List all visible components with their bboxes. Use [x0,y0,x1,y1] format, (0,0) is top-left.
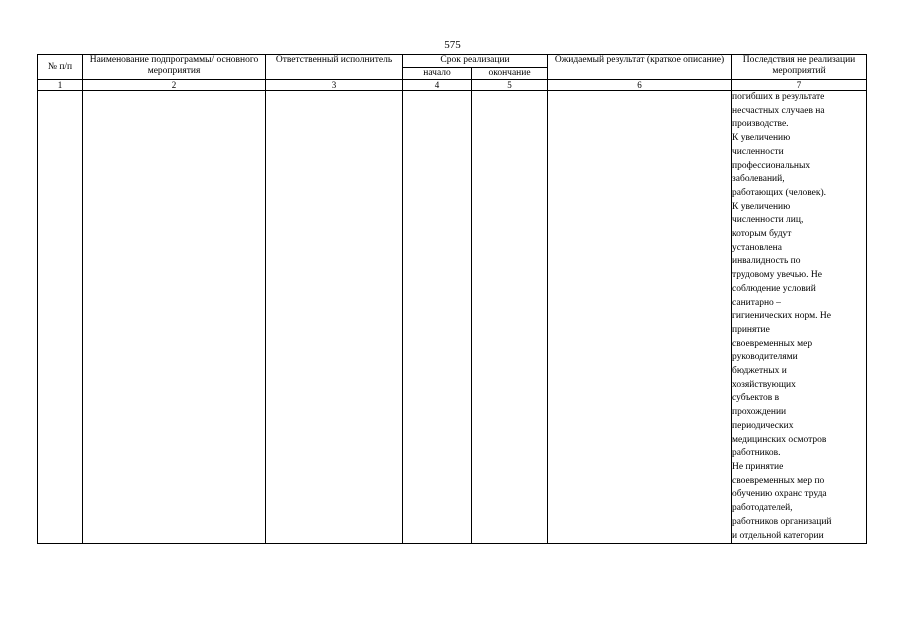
consequence-line: которым будут [732,229,792,240]
cell-term-start [403,91,472,544]
column-number: 1 [38,80,83,91]
consequence-line: работающих (человек). [732,187,826,198]
consequence-line: численности лиц, [732,215,804,226]
consequence-line: заболеваний, [732,174,785,185]
consequence-line: К увеличению [732,133,791,144]
cell-name [83,91,266,544]
consequence-line: гигиенических норм. Не [732,311,831,322]
consequence-line: производстве. [732,119,789,130]
cell-num [38,91,83,544]
consequence-line: периодических [732,420,794,431]
consequence-line: работников. [732,448,781,459]
page-number: 575 [444,39,461,51]
table-row [38,91,867,544]
program-table [37,54,867,544]
consequence-line: погибших в результате [732,92,825,102]
consequence-line: санитарно – [732,297,781,308]
header-term-start: начало [403,68,472,80]
consequence-line: инвалидность по [732,256,801,267]
consequence-line: руководителями [732,352,798,363]
consequence-line: работников организаций [732,516,832,527]
consequence-line: и отдельной категории [732,530,824,541]
consequence-line: соблюдение условий [732,283,816,294]
consequence-line: Не принятие [732,461,784,472]
consequence-line: обучению охранс труда [732,489,827,500]
consequence-line: профессиональных [732,160,811,171]
column-number: 4 [403,80,472,91]
consequence-line: своевременных мер по [732,475,825,486]
column-number: 3 [266,80,403,91]
header-term: Срок реализации [403,55,548,68]
header-name: Наименование подпрограммы/ основного мероприятия [83,55,266,80]
consequence-line: субъектов в [732,393,780,404]
header-consequences: Последствия не реализации мероприятий [732,55,867,80]
cell-consequences [732,91,867,544]
header-num: № п/п [38,55,83,80]
consequence-line: несчастных случаев на [732,105,825,116]
consequence-line: медицинских осмотров [732,434,827,445]
consequence-line: прохождении [732,407,787,418]
column-number: 5 [472,80,548,91]
consequence-line: работодателей, [732,503,793,514]
consequence-line: К увеличению [732,201,791,212]
cell-expected [548,91,732,544]
consequence-line: своевременных мер [732,338,813,349]
cell-responsible [266,91,403,544]
column-number: 2 [83,80,266,91]
cell-term-end [472,91,548,544]
header-responsible: Ответственный исполнитель [266,55,403,80]
consequence-line: бюджетных и [732,366,787,377]
column-number: 6 [548,80,732,91]
consequence-line: численности [732,146,784,157]
consequence-line: установлена [732,242,782,253]
header-term-end: окончание [472,68,548,80]
header-expected: Ожидаемый результат (краткое описание) [548,55,732,80]
consequence-line: принятие [732,324,770,335]
consequence-line: хозяйствующих [732,379,796,390]
consequence-line: трудовому увечью. Не [732,270,822,281]
column-number-row [38,80,867,91]
column-number: 7 [732,80,867,91]
